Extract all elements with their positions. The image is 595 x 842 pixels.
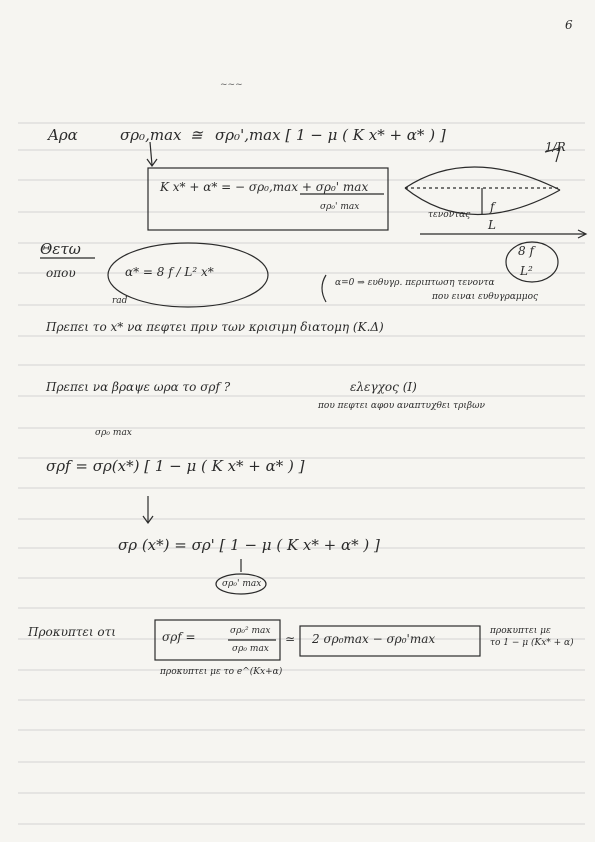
result-label: Προκυπτει οτι xyxy=(28,625,116,639)
header-scribble: ~~~ xyxy=(220,80,243,90)
diagram-left-label: τενοντας xyxy=(428,210,471,220)
note-sub: που ειναι ευθυγραμμος xyxy=(432,292,539,302)
diagram-f-label: f xyxy=(490,200,495,214)
alpha-equation: α* = 8 f / L² x* xyxy=(125,265,214,279)
spf-equation: σρf = σρ(x*) [ 1 − μ ( K x* + α* ) ] xyxy=(46,457,305,475)
boxed-equation-frame xyxy=(148,168,388,230)
result-approx: ≃ xyxy=(285,632,296,646)
boxed-equation-denominator: σρ₀' max xyxy=(320,202,360,212)
check-subnote: που πεφτει αφου αναπτυχθει τριβων xyxy=(318,401,485,411)
member-arc xyxy=(405,167,560,190)
ratio-denominator: L² xyxy=(520,264,533,278)
note-main: α=0 ⇒ ευθυγρ. περιπτωση τενοντα xyxy=(335,278,495,288)
result-frac-den: σρ₀ max xyxy=(232,644,269,654)
result-lhs: σρf = xyxy=(162,630,196,644)
sp-under: σρ₀' max xyxy=(222,579,262,589)
diagram-bottom-label: L xyxy=(488,218,496,232)
prepei-line: Πρεπει το x* να πεφτει πριν των κρισιμη διατομη (Κ.Δ) xyxy=(46,320,384,334)
page-number: 6 xyxy=(565,18,573,32)
line1-label: Αρα xyxy=(48,126,78,144)
sp-equation: σρ (x*) = σρ' [ 1 − μ ( K x* + α* ) ] xyxy=(118,536,380,554)
result-frac-num: σρ₀² max xyxy=(230,626,271,636)
line1-rhs: σρ₀',max [ 1 − μ ( K x* + α* ) ] xyxy=(215,126,446,144)
check-question: Πρεπει να βραψε ωρα το σρf ? xyxy=(46,380,231,394)
rad-label: rad xyxy=(112,296,128,306)
diagram-r-label: 1/R xyxy=(545,140,566,154)
check-elegxos: ελεγχος (Ι) xyxy=(350,380,417,394)
boxed-equation: K x* + α* = − σρ₀,max + σρ₀' max xyxy=(160,180,369,194)
result-side-note-2: το 1 − μ (Kx* + α) xyxy=(490,638,574,648)
result-under-note: προκυπτει με το e^(Kx+α) xyxy=(160,667,283,677)
result-rhs: 2 σρ₀max − σρ₀'max xyxy=(312,632,436,646)
opou-label: οπου xyxy=(46,266,76,280)
line1-lhs: σρ₀,max xyxy=(120,126,182,144)
result-side-note-1: προκυπτει με xyxy=(490,626,551,636)
theto-label: Θετω xyxy=(40,240,81,258)
spf-overhead: σρ₀ max xyxy=(95,428,132,438)
line1-approx: ≅ xyxy=(190,126,203,144)
ratio-numerator: 8 f xyxy=(518,244,534,258)
